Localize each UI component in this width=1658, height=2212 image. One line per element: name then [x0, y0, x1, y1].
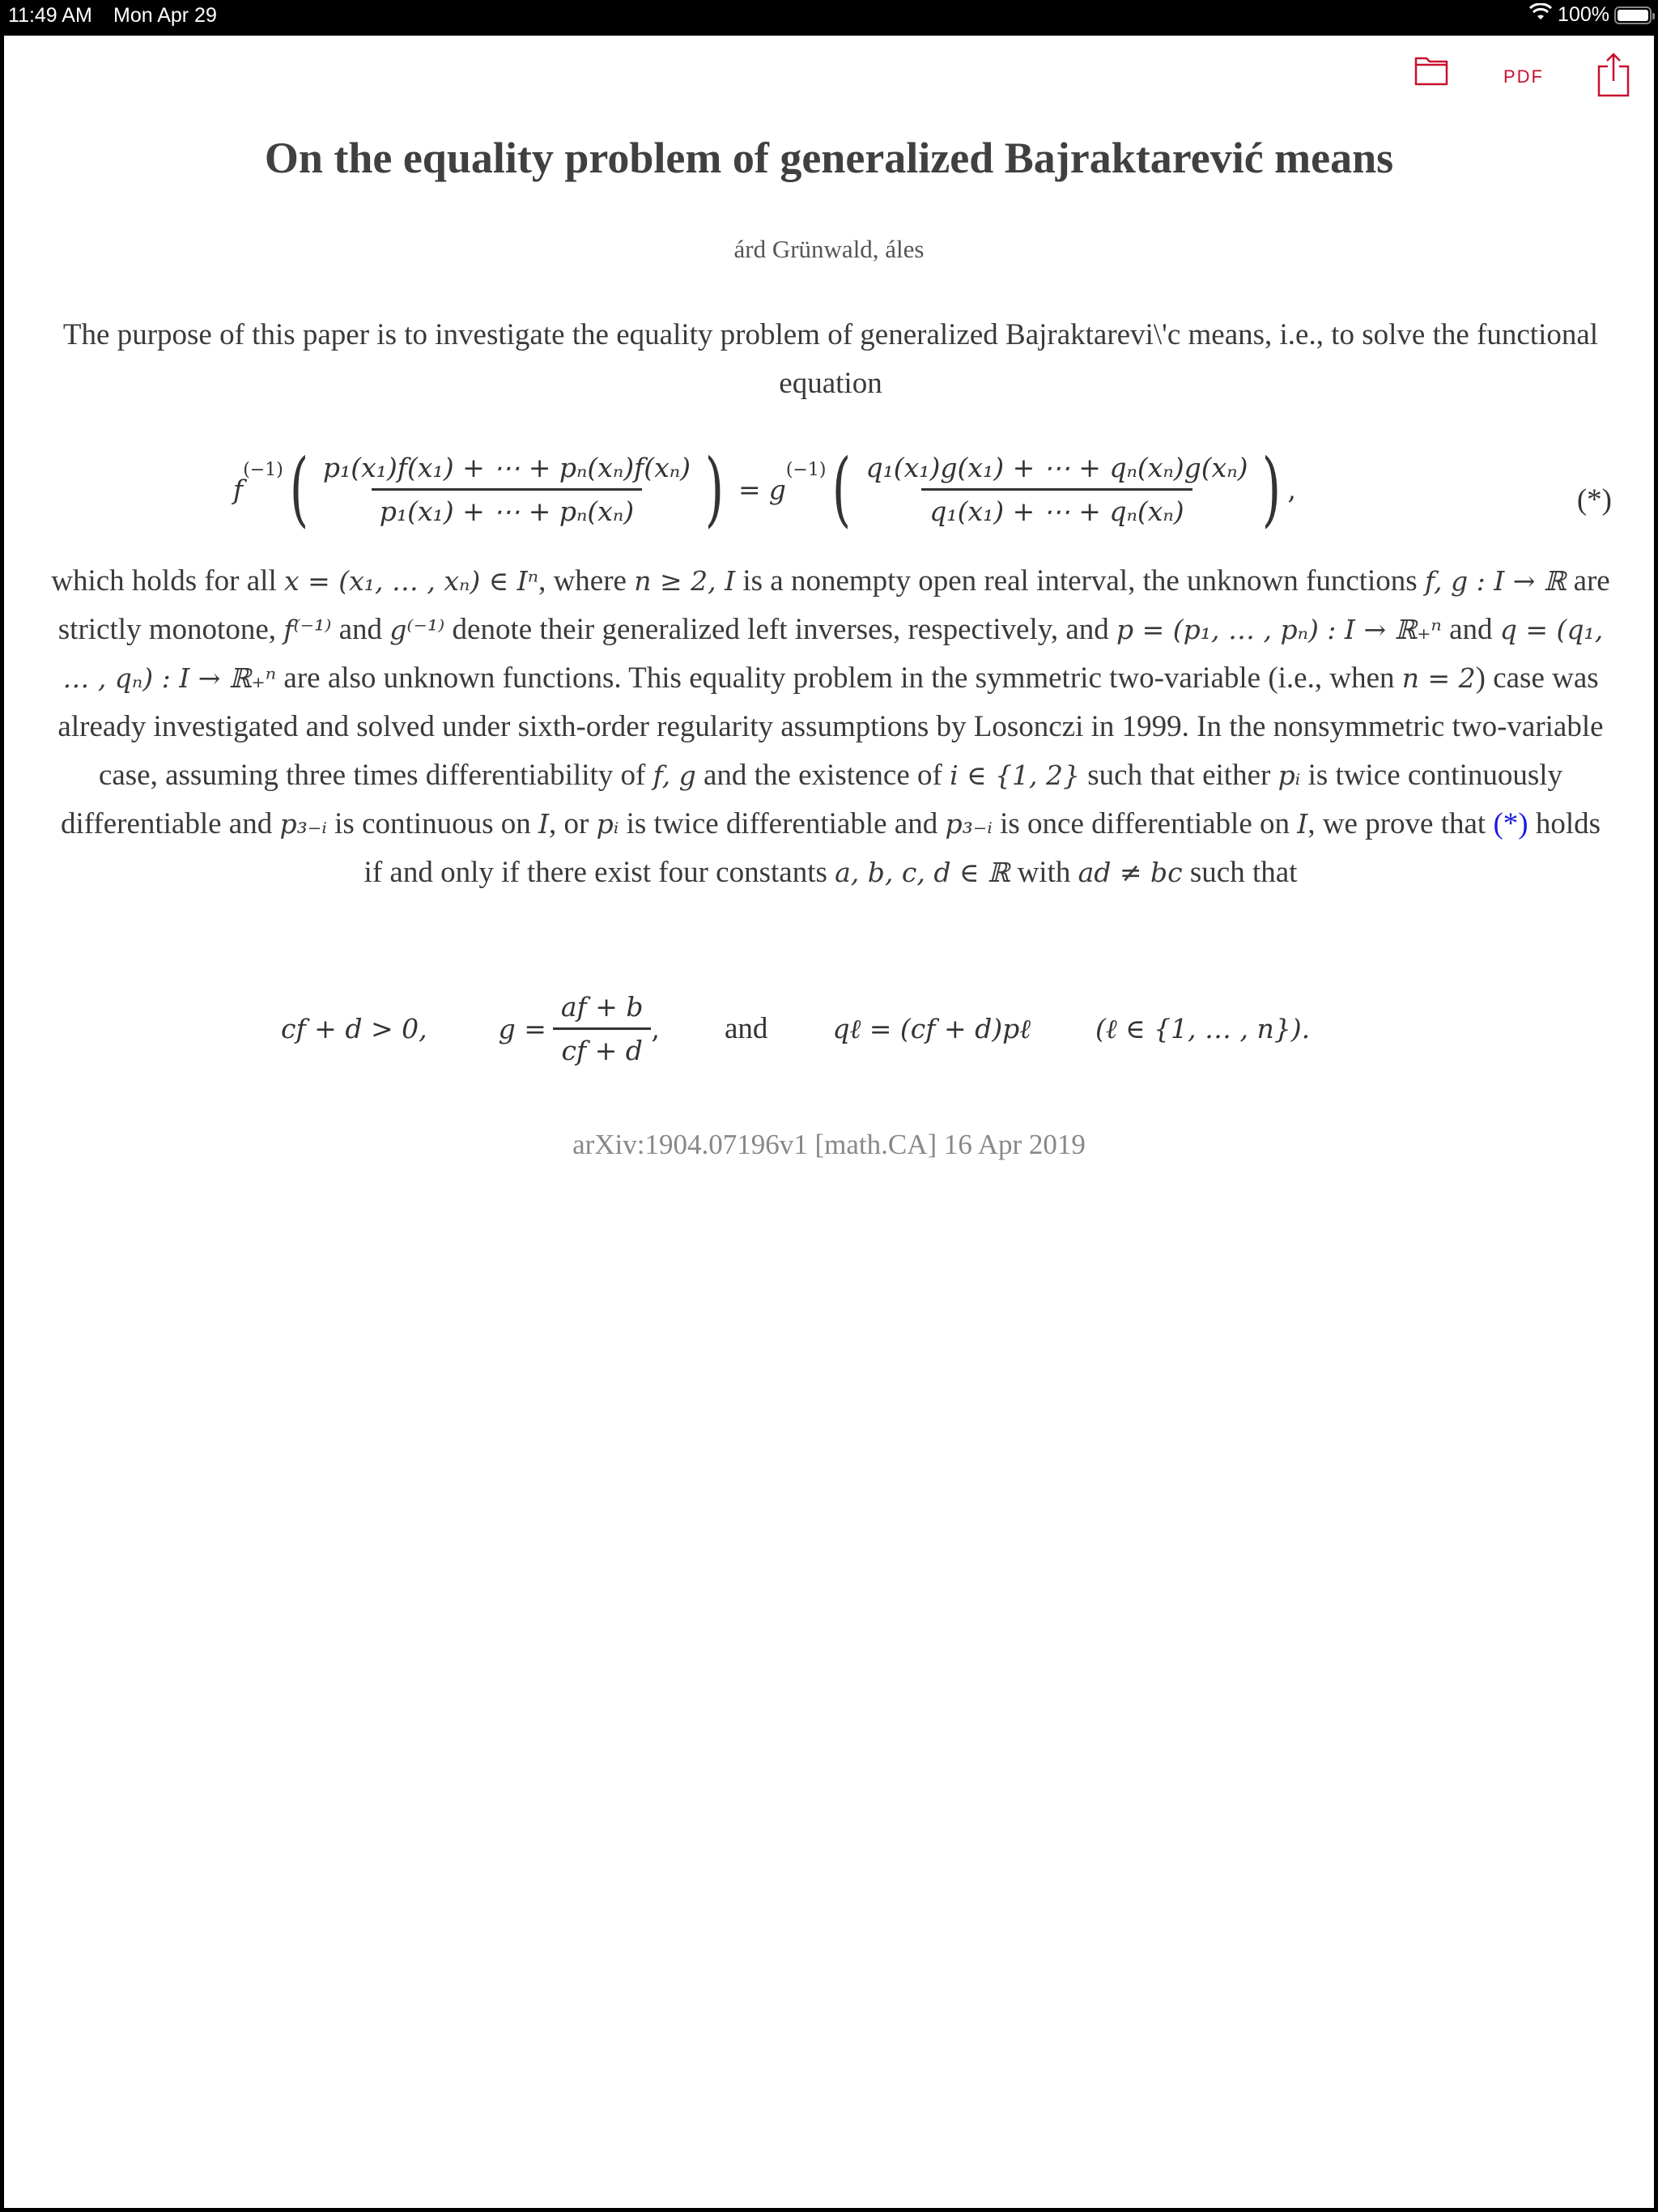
q-condition: qℓ = (cf + d)pℓ — [832, 1012, 1031, 1044]
lhs-close-paren: ) — [704, 441, 725, 536]
math: n ≥ 2, I — [634, 565, 736, 597]
pdf-button[interactable]: PDF — [1503, 66, 1544, 87]
condition-positive: cf + d > 0, — [281, 1013, 427, 1044]
math: pᵢ — [596, 808, 619, 840]
math: n = 2 — [1401, 662, 1476, 694]
text: , where — [538, 564, 635, 598]
index-range: (ℓ ∈ {1, … , n}). — [1095, 1012, 1311, 1044]
text: denote their generalized left inverses, respectively, and — [444, 613, 1117, 646]
g-numerator: af + b — [560, 991, 644, 1023]
lhs-func: f — [233, 473, 244, 505]
text: , or — [549, 807, 597, 840]
g-denominator: cf + d — [553, 1027, 650, 1066]
battery-percent: 100% — [1558, 3, 1609, 26]
text: is twice continuously differentiable and — [60, 759, 1563, 840]
text: ) case was already investigated and solved under sixth-order regularity assumptions by Losonczi in 1999. In the nonsymmetric two-variable case, assuming three times differentiability of — [57, 661, 1604, 792]
share-icon — [1597, 87, 1630, 100]
body-paragraph — [49, 557, 1612, 897]
rhs-denominator: q₁(x₁) + ⋯ + qₙ(xₙ) — [921, 488, 1192, 527]
battery-fill — [1618, 10, 1648, 21]
lhs-open-paren: ( — [289, 441, 309, 536]
g-fraction — [553, 991, 652, 1066]
text: and the existence of — [695, 759, 950, 792]
result-equation-row — [281, 991, 1414, 1066]
text: which holds for all — [51, 564, 284, 598]
math: p₃₋ᵢ — [945, 808, 993, 840]
equation-label: (*) — [1576, 483, 1612, 517]
math: p = (p₁, … , pₙ) : I → ℝ₊ⁿ — [1116, 614, 1442, 645]
text: holds if and only if there exist four constants — [363, 807, 1601, 889]
text: , we prove that — [1307, 807, 1494, 840]
math: p₃₋ᵢ — [279, 808, 327, 840]
text: is continuous on — [326, 807, 538, 840]
status-time: 11:49 AM — [8, 4, 92, 27]
lhs-sup: (−1) — [243, 460, 283, 480]
math: q = (q₁, … , qₙ) : I → ℝ₊ⁿ — [62, 614, 1604, 694]
lhs-denominator: p₁(x₁) + ⋯ + pₙ(xₙ) — [372, 488, 642, 527]
text: is a nonempty open real interval, the unknown functions — [735, 564, 1425, 598]
wifi-icon — [1528, 3, 1553, 27]
math: g⁽⁻¹⁾ — [389, 614, 445, 645]
text: and — [331, 613, 390, 646]
math: I — [538, 808, 550, 840]
text: with — [1010, 856, 1078, 889]
math: f, g : I → ℝ — [1424, 565, 1567, 597]
rhs-sup: (−1) — [785, 460, 827, 480]
status-right — [1528, 3, 1652, 27]
text: are strictly monotone, — [57, 564, 1610, 646]
math: ad ≠ bc — [1078, 857, 1183, 888]
math: i ∈ {1, 2} — [950, 759, 1081, 791]
text: is once differentiable on — [992, 807, 1298, 840]
main-equation — [4, 440, 1654, 562]
paper-authors: árd Grünwald, áles — [733, 235, 925, 263]
math: x = (x₁, … , xₙ) ∈ Iⁿ — [283, 565, 539, 597]
lhs-numerator: p₁(x₁)f(x₁) + ⋯ + pₙ(xₙ)f(xₙ) — [322, 451, 691, 483]
arxiv-stamp: arXiv:1904.07196v1 [math.CA] 16 Apr 2019 — [572, 1129, 1086, 1160]
result-equation — [4, 991, 1654, 1112]
equals-sign: = — [738, 473, 761, 505]
text: such that either — [1080, 759, 1278, 792]
text: such that — [1182, 856, 1298, 889]
battery-icon — [1614, 6, 1652, 24]
battery-tip — [1652, 13, 1655, 19]
rhs-fraction — [857, 452, 1256, 527]
g-comma: , — [651, 1013, 660, 1044]
rhs-numerator: q₁(x₁)g(x₁) + ⋯ + qₙ(xₙ)g(xₙ) — [865, 451, 1248, 483]
equation-comma: , — [1287, 473, 1296, 505]
rhs-open-paren: ( — [832, 441, 852, 536]
folder-button[interactable] — [1414, 55, 1448, 90]
equation-reference-link[interactable]: (*) — [1493, 807, 1528, 840]
rhs-func: g — [768, 473, 786, 505]
text: is twice differentiable and — [619, 807, 946, 840]
main-equation-row — [233, 441, 1296, 536]
rhs-close-paren: ) — [1262, 441, 1282, 536]
math: a, b, c, d ∈ ℝ — [835, 857, 1010, 888]
text: are also unknown functions. This equality problem in the symmetric two-variable (i.e., when — [276, 661, 1402, 695]
math: I — [1297, 808, 1308, 840]
and-word: and — [725, 1012, 768, 1045]
math: f, g — [653, 759, 696, 791]
math: f⁽⁻¹⁾ — [283, 614, 332, 645]
text: and — [1441, 613, 1500, 646]
math: pᵢ — [1278, 759, 1301, 791]
intro-paragraph: The purpose of this paper is to investigate the equality problem of generalized Bajraktarevi\'c means, i.e., to solve the functional equation — [62, 318, 1599, 400]
status-date: Mon Apr 29 — [113, 4, 217, 27]
paper-title: On the equality problem of generalized Bajraktarević means — [264, 134, 1394, 182]
g-definition-lhs: g = — [498, 1013, 546, 1044]
document-page — [4, 36, 1654, 2208]
folder-icon — [1414, 75, 1448, 89]
status-bar — [0, 0, 1658, 36]
share-button[interactable] — [1597, 52, 1630, 101]
lhs-fraction — [315, 452, 699, 527]
